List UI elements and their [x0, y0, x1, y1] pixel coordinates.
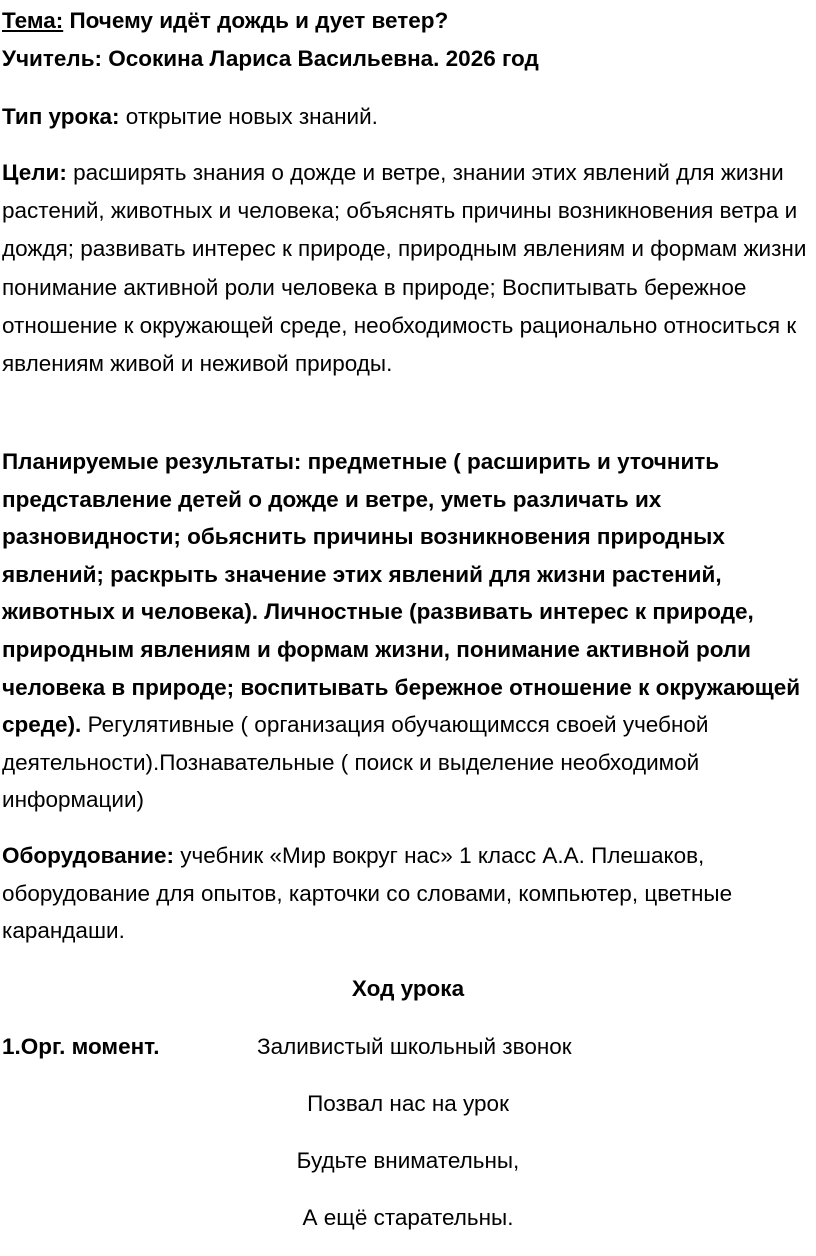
goals-text: расширять знания о дожде и ветре, знании этих явлений для жизни растений, животных и человека; объяснять причины возникновения ветра и дождя; развивать интерес к природе, природным явлениям и формам жизни понимание активной роли человека в природе; Воспитывать бережное отношение к окружающей среде, необходимость рационально относиться к явлениям живой и неживой природы.	[2, 160, 807, 377]
planned-results-regular: Регулятивные ( организация обучающимсся своей учебной деятельности).Познавательные ( поиск и выделение необходимой информации)	[2, 712, 709, 813]
verse-line-4: А ещё старательны.	[302, 1205, 514, 1230]
lesson-type-text: открытие новых знаний.	[119, 104, 378, 129]
verse-line-3: Будьте внимательны,	[296, 1148, 520, 1173]
verse-line-2: Позвал нас на урок	[307, 1091, 509, 1116]
lesson-type-label: Тип урока:	[2, 104, 120, 129]
verse-line-1: Заливистый школьный звонок	[257, 1034, 572, 1059]
equipment-paragraph	[2, 837, 814, 950]
goals-paragraph	[2, 154, 814, 383]
topic-line	[2, 2, 814, 40]
lesson-flow-heading: Ход урока	[351, 976, 465, 1001]
planned-results-bold: Планируемые результаты: предметные ( расширить и уточнить представление детей о дожде и ветре, уметь различать их разновидности; обьяснить причины возникновения природных явлений; раскрыть значение этих явлений для жизни растений, животных и человека). Личностные (развивать интерес к природе, природным явлениям и формам жизни, понимание активной роли человека в природе; воспитывать бережное отношение к окружающей среде).	[2, 449, 801, 738]
planned-results-paragraph	[2, 443, 814, 819]
goals-label: Цели:	[2, 160, 67, 185]
teacher-line: Учитель: Осокина Лариса Васильевна. 2026 год	[2, 46, 539, 71]
lesson-type-paragraph	[2, 98, 814, 136]
topic-text: Почему идёт дождь и дует ветер?	[63, 8, 449, 33]
equipment-label: Оборудование:	[2, 843, 175, 868]
topic-label: Тема:	[2, 8, 64, 33]
org-moment-label: 1.Орг. момент.	[2, 1034, 160, 1059]
equipment-text: учебник «Мир вокруг нас» 1 класс А.А. Плешаков, оборудование для опытов, карточки со словами, компьютер, цветные карандаши.	[2, 843, 733, 944]
